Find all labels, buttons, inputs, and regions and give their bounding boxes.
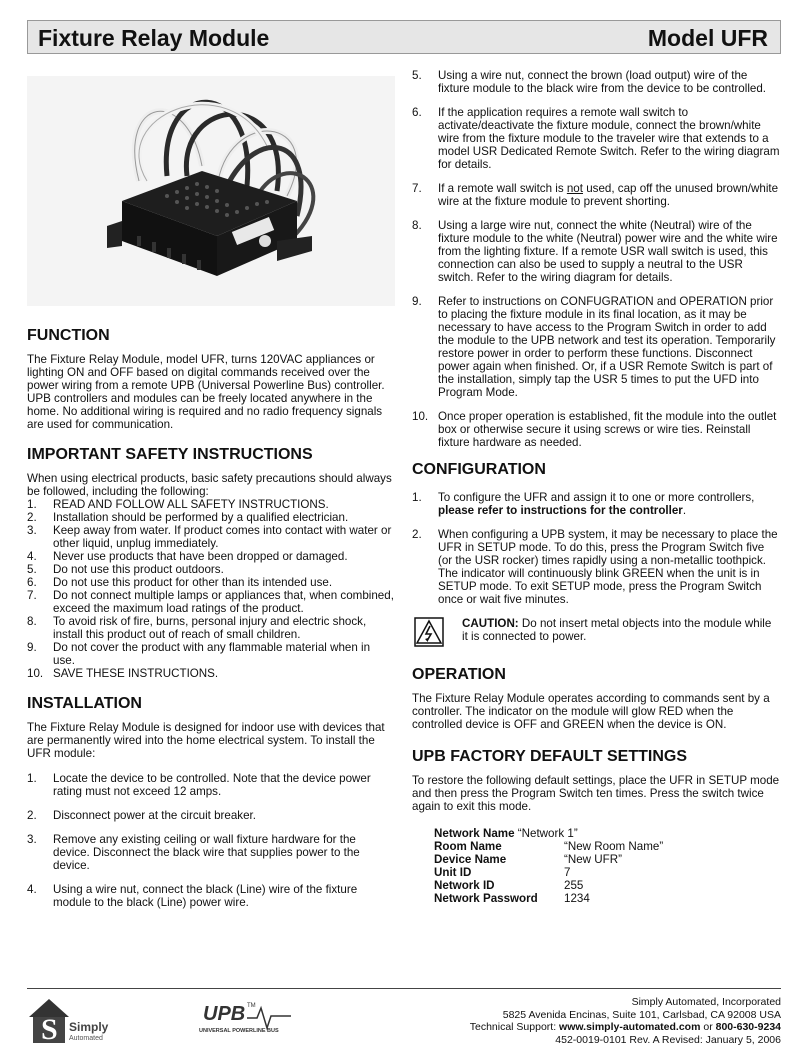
installation-step: 3. Remove any existing ceiling or wall fixture hardware for the device. Disconnect the black wire that supplies power to the device. (27, 833, 360, 872)
model-title: Model UFR (647, 25, 768, 51)
caution-notice (412, 617, 780, 647)
support-phone: 800-630-9234 (715, 1021, 781, 1033)
safety-item: 4. Never use products that have been dropped or damaged. (27, 550, 348, 563)
caution-text: Do not insert metal objects into the module while it is connected to power. (462, 617, 772, 643)
right-column (412, 69, 780, 905)
configuration-section (412, 460, 780, 647)
product-photo (27, 76, 395, 306)
page-title: Fixture Relay Module (38, 25, 270, 51)
safety-item: 9. Do not cover the product with any flammable material when in use. (27, 641, 371, 667)
operation-text: The Fixture Relay Module operates according to commands sent by a controller. The indicator on the module will glow RED when the controlled device is OFF and GREEN when the device is ON. (412, 692, 770, 731)
document-number: 452-0019-0101 Rev. A Revised: January 5, 2006 (555, 1033, 781, 1046)
defaults-row: Unit ID 7 (434, 866, 571, 879)
installation-step: 1. Locate the device to be controlled. Note that the device power rating must not exceed 12 amps. (27, 772, 371, 798)
safety-item: 2. Installation should be performed by a qualified electrician. (27, 511, 349, 524)
svg-text:TM: TM (247, 1003, 256, 1009)
svg-text:Simply: Simply (69, 1020, 109, 1034)
defaults-row: Room Name “New Room Name” (434, 840, 664, 853)
safety-section (27, 445, 395, 680)
svg-text:S: S (41, 1013, 58, 1045)
function-heading: FUNCTION (27, 327, 110, 344)
safety-item: 6. Do not use this product for other than its intended use. (27, 576, 333, 589)
installation-section (27, 694, 395, 909)
footer-divider (27, 988, 781, 989)
installation-step: 7. If a remote wall switch is not used, cap off the unused brown/white wire at the fixture module to prevent shorting. (412, 182, 779, 208)
company-address: 5825 Avenida Encinas, Suite 101, Carlsbad, CA 92008 USA (502, 1008, 781, 1021)
caution-label: CAUTION: (462, 617, 519, 630)
installation-step: 5. Using a wire nut, connect the brown (load output) wire of the fixture module to the black wire from the device to be controlled. (412, 69, 767, 95)
svg-text:UPB: UPB (203, 1003, 246, 1025)
function-text: The Fixture Relay Module, model UFR, turns 120VAC appliances or lighting ON and OFF based on digital commands received over the power wiring from a remote UPB (Universal Powerline Bus) controller. UPB controllers and modules can be freely located anywhere in the home. No additional wiring is required and no radio frequency signals are used for communication. (27, 353, 385, 431)
function-section (27, 326, 395, 431)
installation-step: 9. Refer to instructions on CONFUGRATION and OPERATION prior to placing the fixture module in its final location, as it may be necessary to have access to the Program Switch in order to add the module to the UPB network and test its operation. Temporarily restore power in order to perform these functions. Disconnect power again when finished. Or, if a USR Remote Switch is part of the installation, simply tap the USR 5 times to put the UFD into Program Mode. (412, 295, 776, 399)
safety-item: 5. Do not use this product outdoors. (27, 563, 224, 576)
configuration-step: 1. To configure the UFR and assign it to one or more controllers, please refer to instructions for the controller. (412, 491, 755, 517)
safety-intro: When using electrical products, basic safety precautions should always be followed, including the following: (27, 472, 392, 498)
operation-section (412, 665, 780, 731)
installation-step: 6. If the application requires a remote wall switch to activate/deactivate the fixture module, connect the brown/white wire from the fixture module to the traveler wire that extends to a model USR Dedicated Remote Switch. Refer to the wiring diagram for details. (412, 106, 780, 171)
safety-item: 7. Do not connect multiple lamps or appliances that, when combined, exceed the maximum load ratings of the product. (27, 589, 394, 615)
defaults-text: To restore the following default settings, place the UFR in SETUP mode and then press the Program Switch ten times. Press the switch twice again to exit this mode. (412, 774, 780, 813)
defaults-row: Network ID 255 (434, 879, 584, 892)
footer-info (470, 996, 781, 1046)
configuration-heading: CONFIGURATION (412, 461, 546, 478)
page-header (27, 20, 781, 54)
defaults-heading: UPB FACTORY DEFAULT SETTINGS (412, 748, 687, 765)
installation-steps (27, 772, 395, 909)
safety-heading: IMPORTANT SAFETY INSTRUCTIONS (27, 446, 313, 463)
safety-item: 8. To avoid risk of fire, burns, personal injury and electric shock, install this product out of reach of small children. (27, 615, 367, 641)
configuration-steps (412, 491, 780, 606)
installation-step: 2. Disconnect power at the circuit breaker. (27, 809, 256, 822)
installation-intro: The Fixture Relay Module is designed for indoor use with devices that are permanently wired into the home electrical system. To install the UFR module: (27, 721, 385, 760)
defaults-section (412, 747, 780, 905)
svg-text:Automated: Automated (69, 1035, 103, 1042)
defaults-row: Device Name “New UFR” (434, 853, 622, 866)
installation-step: 4. Using a wire nut, connect the black (Line) wire of the fixture module to the black (Line) power wire. (27, 883, 358, 909)
svg-text:UNIVERSAL POWERLINE BUS: UNIVERSAL POWERLINE BUS (199, 1028, 279, 1034)
support-line: Technical Support: www.simply-automated.com or 800-630-9234 (469, 1021, 781, 1033)
defaults-row: Network Password 1234 (434, 892, 590, 905)
simply-automated-logo (27, 995, 119, 1045)
safety-item: 10. SAVE THESE INSTRUCTIONS. (27, 667, 219, 680)
safety-item: 3. Keep away from water. If product comes into contact with water or other liquid, unplug immediately. (27, 524, 392, 550)
defaults-row: Network Name “Network 1” (434, 827, 578, 840)
operation-heading: OPERATION (412, 666, 506, 683)
installation-steps-continued (412, 69, 780, 449)
installation-heading: INSTALLATION (27, 695, 142, 712)
configuration-step: 2. When configuring a UPB system, it may be necessary to place the UFR in SETUP mode. To do this, press the Program Switch five (or the USR rocker) times rapidly using a non-metallic toothpick. The indicator will continuously blink GREEN when the unit is in SETUP mode. To exit SETUP mode, press the Program Switch once or wait five minutes. (412, 528, 778, 606)
website-link[interactable]: www.simply-automated.com (559, 1021, 701, 1033)
installation-step: 8. Using a large wire nut, connect the white (Neutral) wire of the fixture module to the white (Neutral) power wire and the white wire from the lighting fixture. If a remote USR wall switch is used, this connection can also be used to supply a neutral to the USR switch. Refer to the wiring diagram for details. (412, 219, 778, 284)
safety-list (27, 498, 395, 680)
installation-step: 10. Once proper operation is established, fit the module into the outlet box or otherwise secure it using screws or wire ties. Reinstall fixture hardware as needed. (412, 410, 777, 449)
safety-item: 1. READ AND FOLLOW ALL SAFETY INSTRUCTIONS. (27, 498, 329, 511)
left-column (27, 76, 395, 920)
upb-logo (195, 998, 295, 1042)
defaults-table (434, 827, 663, 905)
company-name: Simply Automated, Incorporated (631, 996, 781, 1008)
electrical-hazard-icon (414, 617, 444, 647)
